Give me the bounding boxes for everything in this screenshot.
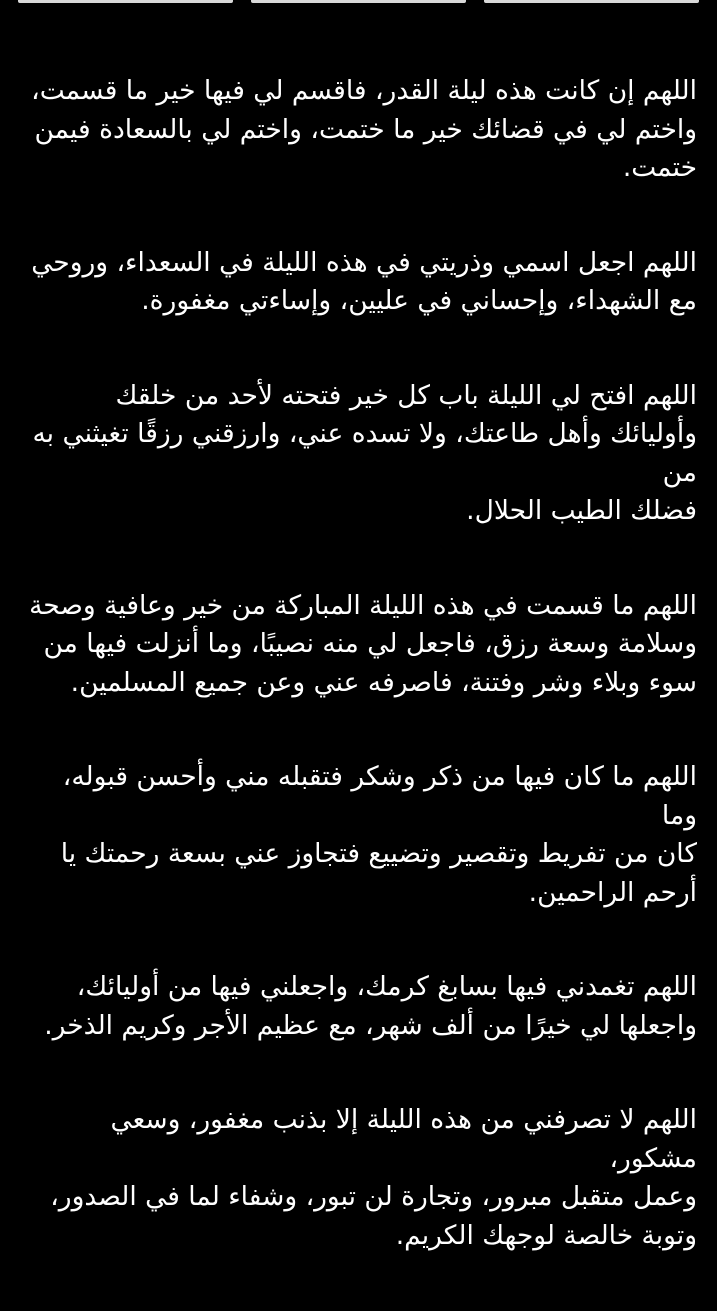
- dua-paragraph-4: اللهم ما قسمت في هذه الليلة المباركة من خير وعافية وصحة وسلامة وسعة رزق، فاجعل لي منه نصيبًا، وما أنزلت فيها من سوء وبلاء وشر وفتنة، فاصرفه عني وعن جميع المسلمين.: [29, 589, 697, 698]
- story-progress-segment-1: [18, 0, 233, 3]
- dua-paragraph-1: اللهم إن كانت هذه ليلة القدر، فاقسم لي فيها خير ما قسمت، واختم لي في قضائك خير ما ختمت، واختم لي بالسعادة فيمن ختمت.: [31, 75, 697, 183]
- story-progress-segment-3: [484, 0, 699, 3]
- story-progress-segment-2: [251, 0, 466, 3]
- dua-paragraph-3: اللهم افتح لي الليلة باب كل خير فتحته لأحد من خلقك وأوليائك وأهل طاعتك، ولا تسده عني، وارزقني رزقًا تغيثني به من فضلك الطيب الحلال.: [32, 379, 697, 526]
- dua-paragraph-2: اللهم اجعل اسمي وذريتي في هذه الليلة في السعداء، وروحي مع الشهداء، وإحساني في عليين، وإساءتي مغفورة.: [31, 246, 697, 316]
- dua-paragraph-7: اللهم لا تصرفني من هذه الليلة إلا بذنب مغفور، وسعي مشكور، وعمل متقبل مبرور، وتجارة لن تبور، وشفاء لما في الصدور، وتوبة خالصة لوجهك الكريم.: [50, 1104, 697, 1251]
- story-progress-bar: [18, 0, 699, 3]
- dua-paragraph-5: اللهم ما كان فيها من ذكر وشكر فتقبله مني وأحسن قبوله، وما كان من تفريط وتقصير وتضييع فتجاوز عني بسعة رحمتك يا أرحم الراحمين.: [60, 761, 697, 908]
- dua-paragraph-6: اللهم تغمدني فيها بسابغ كرمك، واجعلني فيها من أوليائك، واجعلها لي خيرًا من ألف شهر، مع عظيم الأجر وكريم الذخر.: [44, 971, 697, 1041]
- story-text-content: [20, 72, 697, 1311]
